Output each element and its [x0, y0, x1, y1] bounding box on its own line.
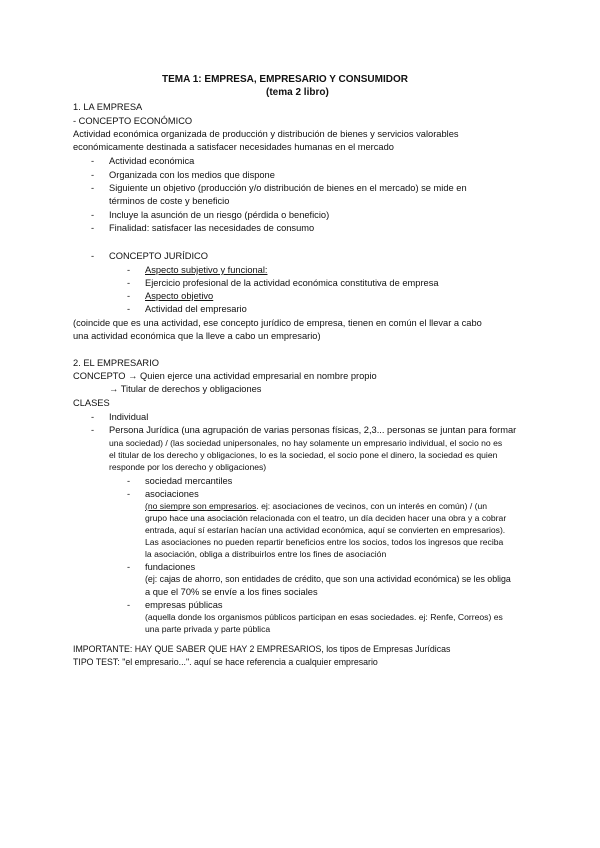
bullet-dash: - [91, 223, 95, 233]
note-line: una actividad económica que la lleve a cabo un empresario) [73, 331, 321, 341]
section-1-heading: 1. LA EMPRESA [73, 102, 143, 112]
list-item: Organizada con los medios que dispone [109, 170, 275, 180]
titular-line: → Titular de derechos y obligaciones [109, 384, 262, 394]
list-item: Persona Jurídica (una agrupación de varias personas físicas, 2,3... personas se juntan para formar [109, 425, 517, 435]
note-line: (coincide que es una actividad, ese concepto jurídico de empresa, tienen en común el llevar a cabo [73, 318, 482, 328]
definition-line: económicamente destinada a satisfacer necesidades humanas en el mercado [73, 142, 394, 152]
list-item-continued: una parte privada y parte pública [145, 624, 271, 634]
tipo-test-note: TIPO TEST: "el empresario...". aquí se hace referencia a cualquier empresario [73, 657, 378, 667]
list-item-continued: una sociedad) / (las sociedad unipersonales, no hay solamente un empresario individual, el socio no es [109, 438, 503, 448]
list-item: Individual [109, 412, 149, 422]
list-item-continued: Las asociaciones no pueden repartir beneficios entre los socios, todos los ingresos que reciba [145, 537, 504, 547]
list-item: Actividad del empresario [145, 304, 247, 314]
bullet-dash: - [91, 170, 95, 180]
list-item: Actividad económica [109, 156, 195, 166]
list-item-continued: entrada, aquí sí estarían hacían una actividad económica, aquí se convierten en empresarios). [145, 525, 506, 535]
concepto-line: CONCEPTO → Quien ejerce una actividad empresarial en nombre propio [73, 371, 377, 381]
bullet-dash: - [127, 278, 131, 288]
inline-text: . ej: asociaciones de vecinos, con un interés en común) / (un [256, 501, 488, 511]
doc-title: TEMA 1: EMPRESA, EMPRESARIO Y CONSUMIDOR [162, 74, 408, 85]
bullet-dash: - [127, 265, 131, 275]
bullet-dash: - [127, 476, 131, 486]
list-item: Finalidad: satisfacer las necesidades de consumo [109, 223, 315, 233]
list-item-continued: (ej: cajas de ahorro, son entidades de crédito, que son una actividad económica) se les obliga [145, 574, 511, 584]
list-item: Incluye la asunción de un riesgo (pérdida o beneficio) [109, 210, 330, 220]
definition-line: Actividad económica organizada de producción y distribución de bienes y servicios valorables [73, 129, 459, 139]
important-note: IMPORTANTE: HAY QUE SABER QUE HAY 2 EMPRESARIOS, los tipos de Empresas Jurídicas [73, 644, 451, 654]
list-item: asociaciones [145, 489, 199, 499]
bullet-dash: - [127, 489, 131, 499]
bullet-dash: - [91, 210, 95, 220]
list-item-continued: a que el 70% se envíe a los fines sociales [145, 587, 318, 597]
list-item-continued: (aquella donde los organismos públicos participan en esas sociedades. ej: Renfe, Correos) es [145, 612, 503, 622]
bullet-dash: - [91, 412, 95, 422]
doc-subtitle: (tema 2 libro) [266, 87, 329, 98]
bullet-dash: - [91, 183, 95, 193]
bullet-dash: - [127, 291, 131, 301]
list-item-continued: la asociación, obliga a distribuirlos entre los fines de asociación [145, 549, 387, 559]
section-2-heading: 2. EL EMPRESARIO [73, 358, 159, 368]
list-item-underlined: Aspecto objetivo [145, 291, 214, 301]
list-item: Siguiente un objetivo (producción y/o distribución de bienes en el mercado) se mide en [109, 183, 467, 193]
list-item-continued: términos de coste y beneficio [109, 196, 230, 206]
concepto-economico-heading: - CONCEPTO ECONÓMICO [73, 116, 193, 126]
bullet-dash: - [127, 600, 131, 610]
bullet-dash: - [91, 251, 95, 261]
list-item: empresas públicas [145, 600, 223, 610]
bullet-dash: - [91, 425, 95, 435]
list-item-continued: grupo hace una asociación relacionada con el teatro, un día deciden hacer una obra y a cobrar [145, 513, 507, 523]
bullet-dash: - [127, 562, 131, 572]
list-item-continued: responde por los derecho y obligaciones) [109, 462, 267, 472]
list-item: sociedad mercantiles [145, 476, 233, 486]
list-item-continued: el titular de los derecho y obligaciones, lo es la sociedad, el socio pone el dinero, la sociedad es quien [109, 450, 498, 460]
concepto-juridico-heading: CONCEPTO JURÍDICO [109, 251, 209, 261]
bullet-dash: - [91, 156, 95, 166]
list-item-underlined: Aspecto subjetivo y funcional: [145, 265, 268, 275]
list-item: fundaciones [145, 562, 196, 572]
clases-heading: CLASES [73, 398, 110, 408]
list-item: Ejercicio profesional de la actividad económica constitutiva de empresa [145, 278, 439, 288]
list-item-continued [145, 500, 487, 512]
bullet-dash: - [127, 304, 131, 314]
underlined-text: (no siempre son empresarios [145, 501, 257, 511]
